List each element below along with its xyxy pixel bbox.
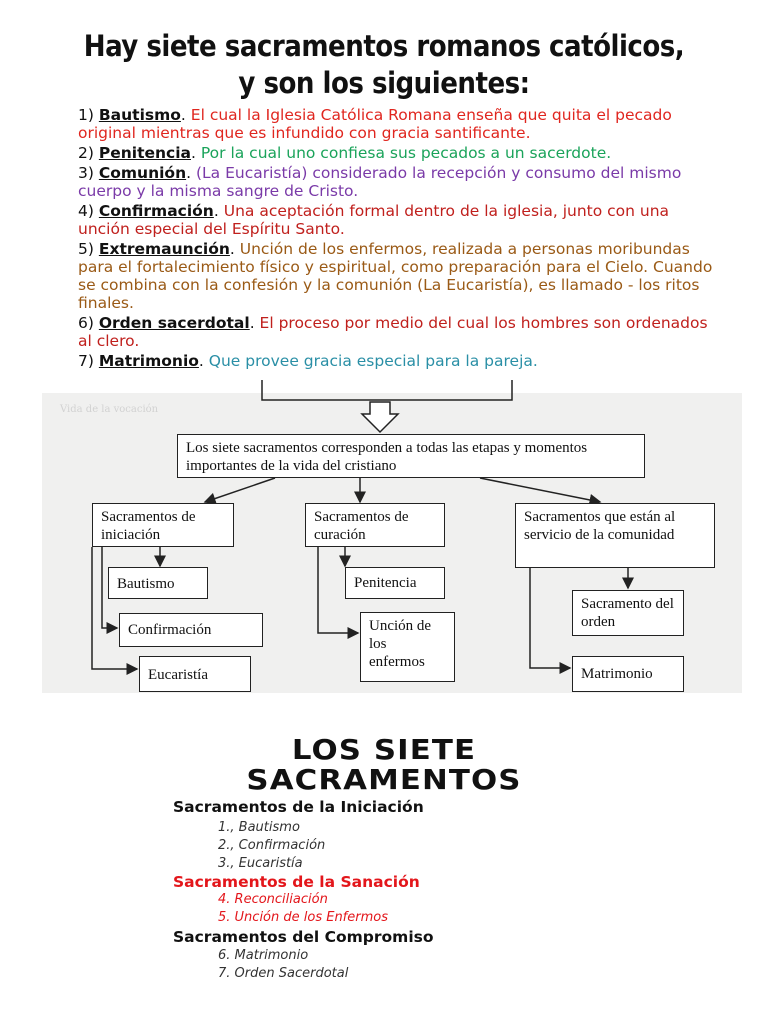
title-line-1: Hay siete sacramentos romanos católicos,: [83, 29, 685, 63]
diagram-leaf-matrimonio: Matrimonio: [572, 656, 684, 692]
diagram-leaf-uncion: Unción de los enfermos: [360, 612, 455, 682]
sacrament-term: Bautismo: [98, 106, 181, 124]
section-item: 7. Orden Sacerdotal: [218, 966, 349, 981]
sacrament-term: Matrimonio: [98, 352, 199, 370]
diagram-leaf-eucaristia: Eucaristía: [139, 656, 251, 692]
sacrament-description: Que provee gracia especial para la pareja.: [203, 352, 538, 370]
list-item: 7) Matrimonio. Que provee gracia especial para la pareja.: [78, 352, 538, 370]
summary-title-line-1: LOS SIETE: [291, 733, 477, 766]
diagram-group-curacion: Sacramentos de curación: [305, 503, 445, 547]
section-item: 2., Confirmación: [218, 838, 326, 853]
sacrament-term: Confirmación: [98, 202, 214, 220]
title-line-2: y son los siguientes:: [238, 66, 530, 100]
sacrament-description: El cual la Iglesia Católica Romana enseña que quita el pecado original mientras que es infundido con gracia santificante.: [78, 106, 672, 142]
diagram-leaf-penitencia: Penitencia: [345, 567, 445, 599]
summary-title-line-2: SACRAMENTOS: [246, 763, 522, 796]
section-heading-iniciacion: Sacramentos de la Iniciación: [173, 798, 424, 816]
list-item: 5) Extremaunción. Unción de los enfermos, realizada a personas moribundas para el fortalecimiento físico y espiritual, como preparación para el Cielo. Cuando se combina con la confesión y la comunión (La Eucaristía), es llamado - los ritos finales.: [78, 240, 713, 312]
section-item: 4. Reconciliación: [218, 892, 328, 907]
sacrament-description: El proceso por medio del cual los hombres son ordenados al clero.: [78, 314, 708, 350]
section-heading-sanacion: Sacramentos de la Sanación: [173, 873, 420, 891]
section-heading-compromiso: Sacramentos del Compromiso: [173, 928, 434, 946]
diagram-group-servicio: Sacramentos que están al servicio de la comunidad: [515, 503, 715, 568]
sacrament-description: (La Eucaristía) considerado la recepción y consumo del mismo cuerpo y la misma sangre de Cristo.: [78, 164, 682, 200]
diagram-leaf-bautismo: Bautismo: [108, 567, 208, 599]
section-item: 3., Eucaristía: [218, 856, 303, 871]
list-item: 4) Confirmación. Una aceptación formal dentro de la iglesia, junto con una unción especial del Espíritu Santo.: [78, 202, 670, 238]
list-item: 6) Orden sacerdotal. El proceso por medio del cual los hombres son ordenados al clero.: [78, 314, 708, 350]
list-item: 2) Penitencia. Por la cual uno confiesa sus pecados a un sacerdote.: [78, 144, 612, 162]
sacrament-term: Extremaunción: [98, 240, 230, 258]
diagram-root-box: Los siete sacramentos corresponden a todas las etapas y momentos importantes de la vida del cristiano: [177, 434, 645, 478]
hollow-down-arrow: [362, 402, 398, 432]
diagram-watermark: Vida de la vocación: [60, 404, 159, 415]
section-item: 6. Matrimonio: [218, 948, 309, 963]
list-item: 3) Comunión. (La Eucaristía) considerado la recepción y consumo del mismo cuerpo y la misma sangre de Cristo.: [78, 164, 682, 200]
sacrament-description: Por la cual uno confiesa sus pecados a un sacerdote.: [195, 144, 612, 162]
list-item: 1) Bautismo. El cual la Iglesia Católica Romana enseña que quita el pecado original mientras que es infundido con gracia santificante.: [78, 106, 672, 142]
diagram-leaf-orden: Sacramento del orden: [572, 590, 684, 636]
sacrament-description: Unción de los enfermos, realizada a personas moribundas para el fortalecimiento físico y espiritual, como preparación para el Cielo. Cuando se combina con la confesión y la comunión (La Eucaristía), es llamado - los ritos finales.: [78, 240, 713, 312]
sacrament-description: Una aceptación formal dentro de la iglesia, junto con una unción especial del Espíritu Santo.: [78, 202, 670, 238]
sacrament-term: Penitencia: [98, 144, 191, 162]
diagram-group-iniciacion: Sacramentos de iniciación: [92, 503, 234, 547]
sacrament-term: Comunión: [98, 164, 187, 182]
top-box-remnant: [262, 380, 512, 400]
section-item: 1., Bautismo: [218, 820, 300, 835]
sacrament-term: Orden sacerdotal: [98, 314, 250, 332]
section-item: 5. Unción de los Enfermos: [218, 910, 388, 925]
diagram-leaf-confirmacion: Confirmación: [119, 613, 263, 647]
